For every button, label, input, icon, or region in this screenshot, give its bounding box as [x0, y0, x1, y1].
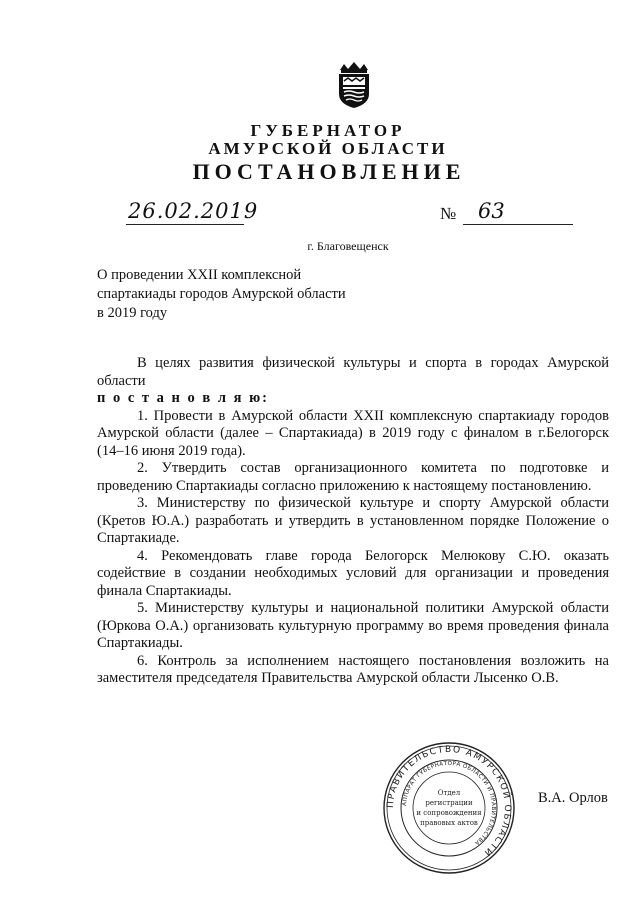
item-5: 5. Министерству культуры и национальной политики Амурской области (Юркова О.А.) организовать культурную программу во время проведения финала Спартакиады.: [97, 600, 609, 651]
item-3: 3. Министерству по физической культуре и спорту Амурской области (Кретов Ю.А.) разработать и утвердить в установленном порядке Положение о Спартакиаде.: [97, 495, 609, 546]
seal-center-line-1: Отдел: [437, 789, 461, 797]
header-region: АМУРСКОЙ ОБЛАСТИ: [208, 139, 448, 158]
seal-center-line-3: и сопровождения: [416, 809, 482, 817]
date-underline: [126, 224, 244, 225]
document-city: г. Благовещенск: [307, 239, 389, 253]
document-date: 26.02.2019: [128, 199, 259, 223]
seal-center-line-2: регистрации: [425, 799, 473, 807]
seal-ring-text: ПРАВИТЕЛЬСТВО АМУРСКОЙ ОБЛАСТИ: [385, 744, 513, 859]
seal-inner-ring-text: АППАРАТ ГУБЕРНАТОРА ОБЛАСТИ И ПРАВИТЕЛЬСТВА: [402, 760, 497, 846]
official-seal-stamp: [382, 741, 516, 875]
item-1: 1. Провести в Амурской области XXII комплексную спартакиаду городов Амурской области (далее – Спартакиада) в 2019 году с финалом в г.Белогорск (14–16 июня 2019 года).: [97, 407, 609, 459]
seal-center-line-4: правовых актов: [420, 819, 478, 827]
decree-word: п о с т а н о в л я ю:: [97, 390, 269, 406]
item-6: 6. Контроль за исполнением настоящего постановления возложить на заместителя председателя Правительства Амурской области Лысенко О.В.: [97, 652, 609, 686]
intro-paragraph: В целях развития физической культуры и спорта в городах Амурской области: [97, 355, 609, 389]
document-type-title: ПОСТАНОВЛЕНИЕ: [192, 159, 466, 184]
header-governor: ГУБЕРНАТОР: [250, 121, 406, 140]
coat-of-arms-emblem: [332, 60, 376, 110]
document-body: [97, 355, 609, 688]
number-underline: [463, 224, 573, 225]
item-4: 4. Рекомендовать главе города Белогорск Мелюкову С.Ю. оказать содействие в создании необходимых условий для организации и проведения финала Спартакиады.: [97, 547, 609, 599]
number-label: №: [440, 204, 457, 223]
item-2: 2. Утвердить состав организационного комитета по подготовке и проведению Спартакиады согласно приложению к настоящему постановлению.: [97, 460, 609, 494]
document-subject: О проведении XXII комплексной спартакиады городов Амурской области в 2019 году: [97, 267, 346, 321]
signer-name: В.А. Орлов: [538, 790, 608, 806]
document-number: 63: [478, 199, 505, 223]
